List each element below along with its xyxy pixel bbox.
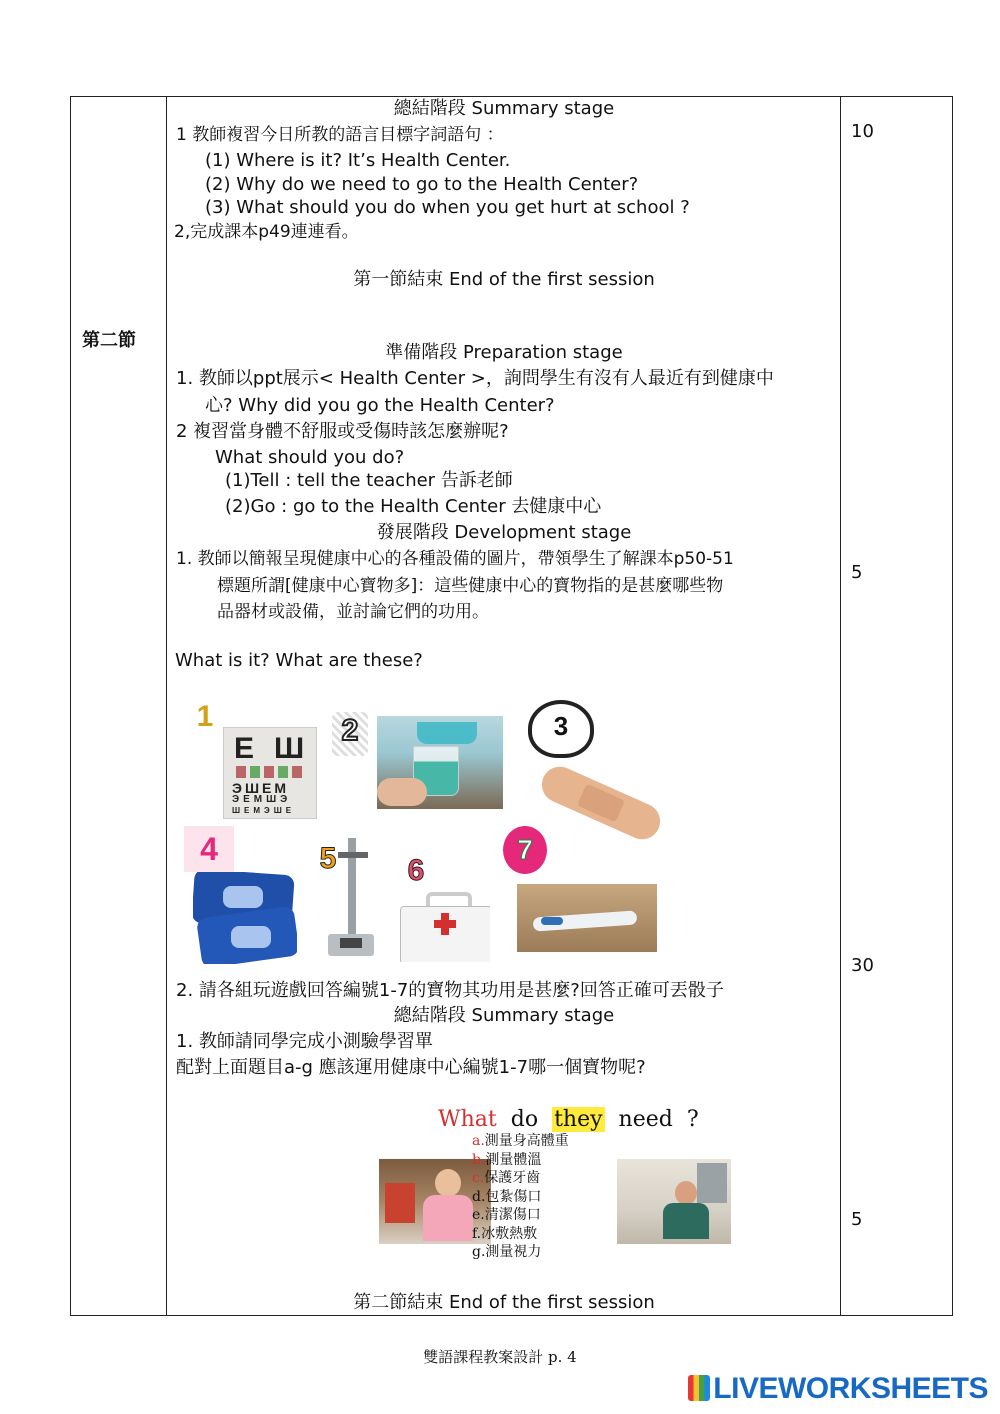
prep-item-2: 2 複習當身體不舒服或受傷時該怎麼辦呢? [176,421,509,442]
needs-list-item: b.測量體溫 [472,1151,542,1168]
eye-chart-image: E Ш ЭШЕМ ЭЕМШЭ ШЕМЭШЕ [223,727,317,819]
needs-list-item: e.清潔傷口 [472,1207,541,1223]
mouthwash-cup-image [377,716,503,809]
column-divider [166,97,167,1315]
number-6-badge: 6 [407,854,425,887]
prep-item-1-cont: 心? Why did you go the Health Center? [205,395,555,416]
liveworksheets-logo-icon [688,1375,710,1401]
ice-pack-image [193,872,297,964]
dev-item-1-cont: 標題所謂[健康中心寶物多]：這些健康中心的寶物指的是甚麼哪些物 [217,576,724,596]
session-label: 第二節 [82,330,136,351]
liveworksheets-logo: LIVEWORKSHEETS [688,1372,988,1406]
prep-item-1: 1. 教師以ppt展示< Health Center >，詢問學生有沒有人最近有到健康中 [176,368,774,389]
go-option: (2)Go : go to the Health Center 去健康中心 [225,496,602,517]
number-3-badge: 3 [528,700,594,758]
time-value: 5 [851,1209,863,1230]
number-5-badge: 5 [319,842,337,875]
dev-item-1-cont: 品器材或設備，並討論它們的功用。 [217,602,489,622]
summary-item-2: 2,完成課本p49連連看。 [174,222,359,242]
review-question: (2) Why do we need to go to the Health Center? [205,174,639,195]
nurse-photo-right [617,1159,731,1244]
worksheet-title: What do they need ? [438,1107,699,1132]
tell-option: (1)Tell : tell the teacher 告訴老師 [225,470,513,491]
thermometer-image [517,884,657,952]
summary2-item-2: 配對上面題目a-g 應該運用健康中心編號1-7哪一個寶物呢? [176,1057,646,1078]
eye-chart-letter: Ш [274,732,305,765]
review-question: (3) What should you do when you get hurt at school ? [205,197,690,218]
needs-list-item: d.包紮傷口 [472,1188,542,1205]
prep-item-2-cont: What should you do? [215,447,405,468]
summary-item-1: 1 教師複習今日所教的語言目標字詞語句 ： [176,125,504,145]
page-footer: 雙語課程教案設計 p. 4 [423,1348,577,1366]
summary-stage-heading-2: 總結階段 Summary stage [393,1005,615,1026]
what-is-it-question: What is it? What are these? [175,650,423,671]
needs-list-item: c.保護牙齒 [472,1170,541,1186]
number-4-badge: 4 [184,826,234,872]
eye-chart-letter: E [234,732,261,765]
review-question: (1) Where is it? It’s Health Center. [205,150,511,171]
session-end: 第一節結束 End of the first session [353,269,655,290]
column-divider [840,97,841,1315]
needs-list-item: g.測量視力 [472,1244,542,1260]
needs-list-item: f.冰敷熱敷 [472,1225,538,1242]
first-aid-kit-image [400,890,490,962]
time-value: 10 [851,121,874,142]
dev-item-1: 1. 教師以簡報呈現健康中心的各種設備的圖片，帶領學生了解課本p50-51 [176,549,734,569]
needs-list-item: a.測量身高體重 [472,1133,569,1149]
session-end-2: 第二節結束 End of the first session [353,1292,655,1313]
number-7-badge: 7 [503,826,547,874]
needs-list [472,1132,569,1262]
preparation-stage-heading: 準備階段 Preparation stage [385,342,623,363]
time-value: 5 [851,562,863,583]
number-1-badge: 1 [196,700,214,733]
dev-item-2: 2. 請各組玩遊戲回答編號1-7的寶物其功用是甚麼?回答正確可丟骰子 [176,980,724,1001]
summary-stage-heading: 總結階段 Summary stage [393,98,615,119]
height-scale-image [320,838,382,962]
development-stage-heading: 發展階段 Development stage [376,522,632,543]
summary2-item-1: 1. 教師請同學完成小測驗學習單 [176,1031,433,1052]
time-value: 30 [851,955,874,976]
number-2-badge: 2 [332,712,368,756]
